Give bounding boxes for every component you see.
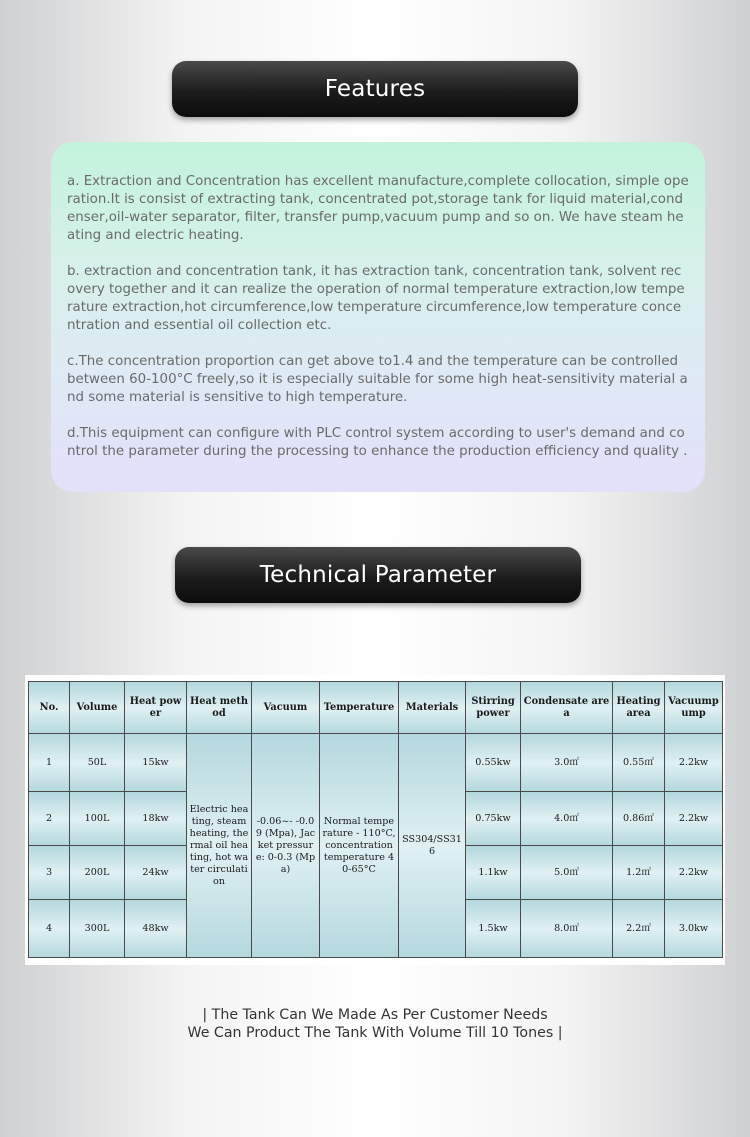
cell-stirring-power: 0.55kw — [466, 734, 521, 792]
cell-volume: 50L — [70, 734, 125, 792]
cell-condensate-area: 3.0㎡ — [521, 734, 613, 792]
cell-heat-power: 48kw — [125, 900, 187, 958]
cell-heat-power: 24kw — [125, 846, 187, 900]
cell-condensate-area: 5.0㎡ — [521, 846, 613, 900]
header-vacuum: Vacuum — [252, 682, 320, 734]
technical-parameter-title-text: Technical Parameter — [259, 562, 497, 588]
cell-no: 1 — [29, 734, 70, 792]
cell-heating-area: 0.86㎡ — [613, 792, 665, 846]
feature-paragraph-d: d.This equipment can configure with PLC control system according to user's demand and control the parameter during the processing to enhance the production efficiency and quality . — [67, 426, 688, 459]
technical-parameter-title — [175, 547, 581, 603]
cell-no: 4 — [29, 900, 70, 958]
features-title-text: Features — [324, 76, 426, 102]
cell-volume: 300L — [70, 900, 125, 958]
cell-stirring-power: 1.5kw — [466, 900, 521, 958]
cell-vacuum: -0.06~- -0.09 (Mpa), Jacket pressure: 0-0.3 (Mpa) — [252, 734, 320, 958]
features-description-box — [51, 142, 705, 492]
header-heat-method: Heat method — [187, 682, 252, 734]
footer-line-2: We Can Product The Tank With Volume Till 10 Tones | — [187, 1025, 563, 1041]
cell-heat-method: Electric heating, steam heating, thermal oil heating, hot water circulation — [187, 734, 252, 958]
feature-paragraph-b: b. extraction and concentration tank, it has extraction tank, concentration tank, solvent recovery together and it can realize the operation of normal temperature extraction,low temperature extraction,hot circumference,low temperature circumference,low temperature concentration and essential oil collection etc. — [67, 264, 685, 333]
cell-stirring-power: 0.75kw — [466, 792, 521, 846]
cell-heating-area: 0.55㎡ — [613, 734, 665, 792]
header-condensate-area: Condensate area — [521, 682, 613, 734]
features-title — [172, 61, 578, 117]
cell-heating-area: 2.2㎡ — [613, 900, 665, 958]
technical-parameter-table-wrapper — [25, 675, 725, 965]
header-stirring-power: Stirringpower — [466, 682, 521, 734]
cell-heating-area: 1.2㎡ — [613, 846, 665, 900]
technical-parameter-table — [28, 681, 723, 958]
cell-condensate-area: 4.0㎡ — [521, 792, 613, 846]
header-heat-power: Heat power — [125, 682, 187, 734]
footer-line-1: | The Tank Can We Made As Per Customer Needs — [202, 1007, 548, 1023]
table-row — [29, 734, 723, 792]
feature-paragraph-a: a. Extraction and Concentration has excellent manufacture,complete collocation, simple operation.It is consist of extracting tank, concentrated pot,storage tank for liquid material,condenser,oil-water separator, filter, transfer pump,vacuum pump and so on. We have steam heating and electric heating. — [67, 174, 689, 243]
cell-heat-power: 15kw — [125, 734, 187, 792]
footer-note — [0, 1006, 750, 1042]
cell-vacuum-pump: 2.2kw — [665, 734, 723, 792]
cell-vacuum-pump: 3.0kw — [665, 900, 723, 958]
cell-materials: SS304/SS316 — [399, 734, 466, 958]
header-vacuum-pump: Vacuumpump — [665, 682, 723, 734]
cell-no: 2 — [29, 792, 70, 846]
cell-volume: 100L — [70, 792, 125, 846]
cell-volume: 200L — [70, 846, 125, 900]
header-no: No. — [29, 682, 70, 734]
cell-no: 3 — [29, 846, 70, 900]
header-temperature: Temperature — [320, 682, 399, 734]
feature-paragraph-c: c.The concentration proportion can get above to1.4 and the temperature can be controlled between 60-100°C freely,so it is especially suitable for some high heat-sensitivity material and some material is sensitive to high temperature. — [67, 354, 688, 405]
cell-vacuum-pump: 2.2kw — [665, 846, 723, 900]
header-heating-area: Heatingarea — [613, 682, 665, 734]
cell-vacuum-pump: 2.2kw — [665, 792, 723, 846]
cell-condensate-area: 8.0㎡ — [521, 900, 613, 958]
table-header-row — [29, 682, 723, 734]
header-volume: Volume — [70, 682, 125, 734]
cell-temperature: Normal temperature - 110°C, concentration temperature 40-65°C — [320, 734, 399, 958]
cell-stirring-power: 1.1kw — [466, 846, 521, 900]
cell-heat-power: 18kw — [125, 792, 187, 846]
header-materials: Materials — [399, 682, 466, 734]
